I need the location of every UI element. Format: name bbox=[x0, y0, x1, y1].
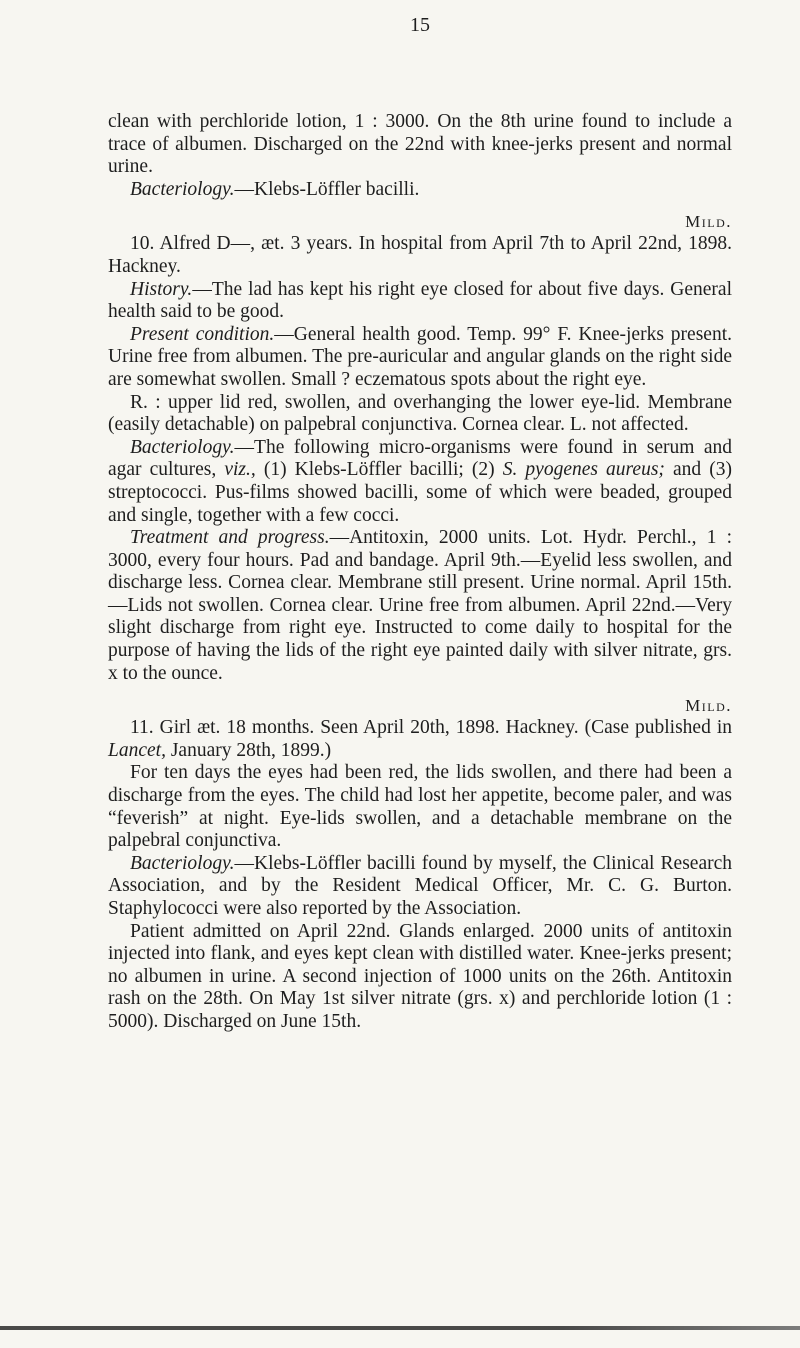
case-11-treatment: Patient admitted on April 22nd. Glands enlarged. 2000 units of antitoxin injected into flank, and eyes kept clean with distilled water. Knee-jerks present; no albumen in urine. A second injection of 1000 units on the 26th. Antitoxin rash on the 28th. On May 1st silver nitrate (grs. x) and perchloride lotion (1 : 5000). Discharged on June 15th. bbox=[108, 920, 732, 1032]
bacteriology-label: Bacteriology. bbox=[130, 436, 235, 458]
case-11 bbox=[108, 695, 732, 1033]
case-11-heading bbox=[108, 717, 732, 762]
case-11-severity: Mild. bbox=[685, 696, 732, 716]
organism-name: S. pyogenes aureus; bbox=[502, 459, 665, 481]
heading-text-1: 11. Girl æt. 18 months. Seen April 20th, 1898. Hackney. (Case published in bbox=[130, 717, 732, 739]
bacteriology-text-1: —The following micro-organisms were found in serum and agar cultures, bbox=[108, 436, 732, 481]
present-condition-text: —General health good. Temp. 99° F. Knee-jerks present. Urine free from albumen. The pre-auricular and angular glands on the right side are somewhat swollen. Small ? eczematous spots about the right eye. bbox=[108, 323, 732, 390]
bacteriology-text: —Klebs-Löffler bacilli. bbox=[234, 178, 420, 200]
history-text: —The lad has kept his right eye closed for about five days. General health said to be good. bbox=[108, 278, 732, 323]
case-11-bacteriology bbox=[108, 853, 732, 921]
bacteriology-text: —Klebs-Löffler bacilli found by myself, the Clinical Research Association, and by the Resident Medical Officer, Mr. C. G. Burton. Staphylococci were also reported by the Association. bbox=[108, 852, 732, 919]
case-11-history: For ten days the eyes had been red, the lids swollen, and there had been a discharge from the eyes. The child had lost her appetite, become paler, and was “feverish” at night. Eye-lids swollen, and a detachable membrane on the palpebral conjunctiva. bbox=[108, 762, 732, 852]
case-10-severity: Mild. bbox=[685, 212, 732, 232]
intro-bacteriology-paragraph bbox=[108, 179, 732, 202]
history-label: History. bbox=[130, 278, 193, 300]
intro-paragraph bbox=[108, 111, 732, 179]
case-10-bacteriology bbox=[108, 437, 732, 527]
treatment-label: Treatment and progress. bbox=[130, 527, 330, 549]
case-10-treatment bbox=[108, 527, 732, 685]
journal-name: Lancet, bbox=[108, 739, 166, 761]
intro-text: clean with perchloride lotion, 1 : 3000. On the 8th urine found to include a trace of albumen. Discharged on the 22nd with knee-jerks present and normal urine. bbox=[108, 111, 732, 178]
viz-abbrev: viz., bbox=[224, 459, 256, 481]
page-number: 15 bbox=[410, 14, 430, 36]
case-10-history bbox=[108, 279, 732, 324]
case-10-examination: R. : upper lid red, swollen, and overhanging the lower eye-lid. Membrane (easily detachable) on palpebral conjunctiva. Cornea clear. L. not affected. bbox=[108, 391, 732, 436]
intro-section bbox=[108, 111, 732, 201]
heading-text-2: January 28th, 1899.) bbox=[170, 739, 332, 761]
present-condition-label: Present condition. bbox=[130, 323, 275, 345]
case-10-present-condition bbox=[108, 324, 732, 392]
bacteriology-text-2: (1) Klebs-Löffler bacilli; (2) bbox=[263, 459, 495, 481]
case-10 bbox=[108, 211, 732, 685]
bottom-rule bbox=[0, 1326, 800, 1330]
bacteriology-text-3: and (3) streptococci. Pus-films showed bacilli, some of which were beaded, grouped and single, together with a few cocci. bbox=[108, 459, 732, 526]
case-10-heading: 10. Alfred D—, æt. 3 years. In hospital from April 7th to April 22nd, 1898. Hackney. bbox=[108, 233, 732, 277]
bacteriology-label: Bacteriology. bbox=[130, 178, 235, 200]
bacteriology-label: Bacteriology. bbox=[130, 852, 235, 874]
treatment-text: —Antitoxin, 2000 units. Lot. Hydr. Perchl., 1 : 3000, every four hours. Pad and bandage. April 9th.—Eyelid less swollen, and discharge less. Cornea clear. Membrane still present. Urine normal. April 15th.—Lids not swollen. Cornea clear. Urine free from albumen. April 22nd.—Very slight discharge from right eye. Instructed to come daily to hospital for the purpose of having the lids of the right eye painted daily with silver nitrate, grs. x to the ounce. bbox=[108, 527, 732, 684]
